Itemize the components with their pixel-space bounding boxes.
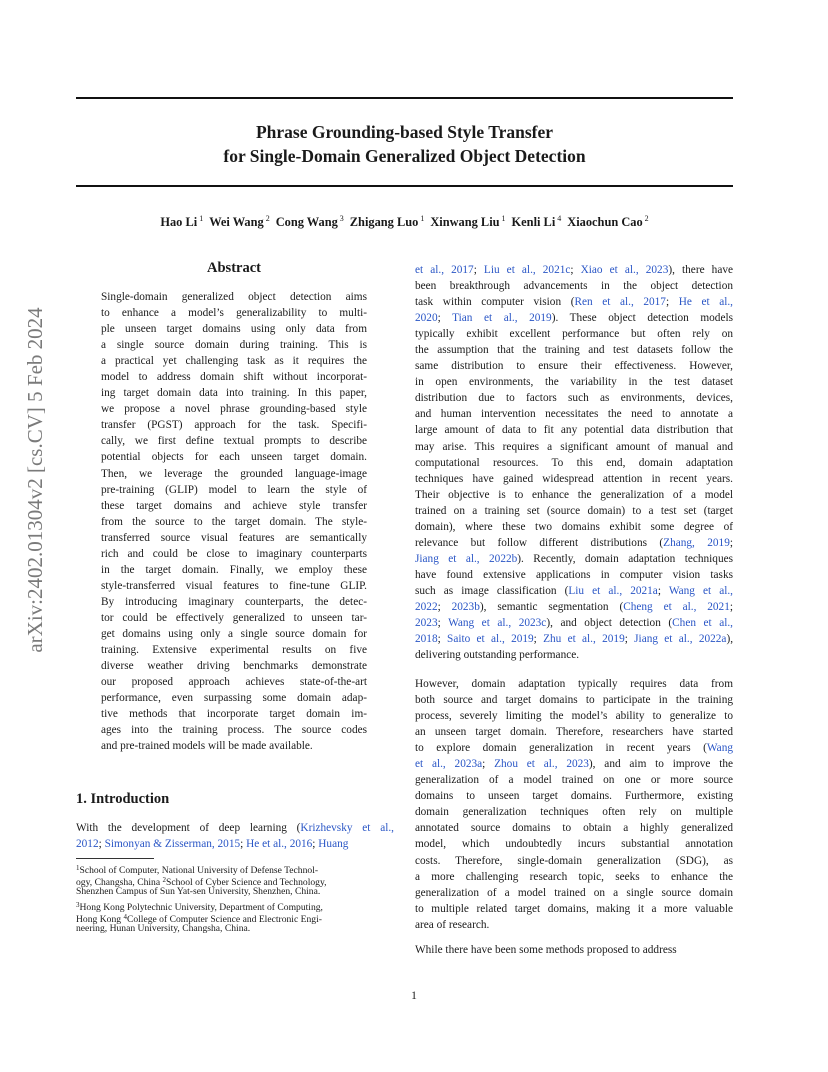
text-line: get domains using only a single source domain for — [101, 627, 367, 640]
affiliation-marker: 2 — [644, 214, 649, 223]
text-line: typically exhibit excellent performance but often rely on — [415, 328, 733, 341]
citation-link[interactable]: 2012 — [76, 838, 99, 851]
text-line: an unseen target domain. Therefore, researchers have started — [415, 726, 733, 739]
citation-link[interactable]: Zhu et al., 2019 — [543, 633, 625, 646]
text-line: However, domain adaptation typically requires data from — [415, 678, 733, 690]
author-label: Kenli Li — [511, 215, 556, 229]
introduction-heading: 1. Introduction — [76, 791, 170, 807]
paper-title — [76, 120, 733, 168]
text-line: been breakthrough advancements in the object detection — [415, 280, 733, 293]
author-label: Xinwang Liu — [430, 215, 500, 229]
text-line: 2018; Saito et al., 2019; Zhu et al., 2019; Jiang et al., 2022a), — [415, 633, 734, 646]
footnote-marker: 1 — [76, 864, 80, 872]
author-name — [350, 214, 425, 230]
affiliation-marker: 4 — [557, 214, 562, 223]
text-line: style-transferred visual features to fine-tune GLIP. — [101, 579, 367, 592]
text-line: Then, we leverage the grounded language-image — [101, 467, 367, 480]
citation-link[interactable]: 2020 — [415, 312, 438, 325]
citation-link[interactable]: He et al., — [678, 296, 733, 309]
citation-link[interactable]: Wang et al., — [668, 584, 734, 597]
citation-link[interactable]: Tian et al., 2019 — [452, 312, 552, 325]
citation-link[interactable]: 2023 — [415, 617, 438, 630]
text-line: such as image classification (Liu et al., 2021a; Wang et al., — [415, 584, 734, 597]
text-line: to multiple related target domains, making it a more valuable — [415, 902, 733, 915]
text-line: While there have been some methods proposed to address — [415, 944, 677, 956]
text-line: area of research. — [415, 918, 490, 931]
citation-link[interactable]: Huang — [318, 838, 349, 851]
text-line: et al., 2017; Liu et al., 2021c; Xiao et al., 2023), there have — [415, 264, 733, 276]
affiliation-marker: 1 — [420, 214, 425, 223]
abstract-heading: Abstract — [207, 260, 261, 276]
citation-link[interactable]: Jiang et al., 2022b — [415, 552, 518, 565]
text-line: Shenzhen Campus of Sun Yat-sen University, Shenzhen, China. — [76, 886, 321, 898]
author-label: Hao Li — [160, 215, 198, 229]
right-paragraph-2 — [415, 676, 733, 933]
text-line: et al., 2023a; Zhou et al., 2023), and aim to improve the — [415, 758, 733, 771]
citation-link[interactable]: Liu et al., 2021a — [568, 584, 658, 597]
title-line: for Single-Domain Generalized Object Detection — [223, 146, 586, 166]
footnote-marker: 4 — [123, 912, 127, 921]
text-line: 2020; Tian et al., 2019). These object detection models — [415, 312, 734, 325]
top-rule — [76, 97, 733, 99]
text-line: ple unseen target domains using only data from — [101, 323, 367, 336]
citation-link[interactable]: Jiang et al., 2022a — [634, 633, 727, 646]
text-line: both source and target domains to participate in the training — [415, 694, 733, 707]
affiliation-footnote — [76, 862, 394, 935]
citation-link[interactable]: 2023b — [451, 600, 480, 613]
text-line: from the source to the target domain. The style- — [101, 515, 367, 528]
citation-link[interactable]: et al., 2017 — [415, 264, 474, 276]
text-line: to enhance a model’s generalizability to multi- — [101, 307, 367, 320]
text-line: tor could be effectively generalized to unseen tar- — [101, 611, 367, 624]
text-line: model, which undoubtedly incurs substantial annotation — [415, 838, 733, 851]
text-line: Single-domain generalized object detection aims — [101, 291, 367, 303]
right-paragraph-1 — [415, 262, 733, 663]
text-line: Their objective is to enhance the generalization of a model — [415, 488, 733, 501]
text-line: process, severely limiting the model’s ability to generalize to — [415, 710, 733, 723]
text-line: trained on a training set (source domain) to a test set (target — [415, 504, 733, 517]
text-line: costs. Therefore, single-domain generalization (SDG), as — [415, 854, 733, 867]
affiliation-marker: 1 — [199, 214, 204, 223]
text-line: Hong Kong $^4$College of Computer Science and Electronic Engi- — [76, 912, 322, 925]
author-label: Cong Wang — [275, 215, 338, 229]
text-line: delivering outstanding performance. — [415, 649, 580, 662]
citation-link[interactable]: Simonyan & Zisserman, 2015 — [104, 838, 241, 851]
text-line: 2012; Simonyan & Zisserman, 2015; He et al., 2016; Huang — [76, 838, 349, 851]
text-line: generalization of a model trained on a single source domain — [415, 886, 733, 899]
text-line: With the development of deep learning (Krizhevsky et al., — [76, 822, 394, 834]
author-name — [430, 214, 505, 230]
text-line: training. Extensive experimental results on five — [101, 644, 367, 657]
citation-link[interactable]: Zhou et al., 2023 — [494, 758, 589, 771]
text-line: may arise. This requires a significant amount of manual and — [415, 440, 733, 453]
citation-link[interactable]: et al., 2023a — [415, 758, 483, 771]
arxiv-stamp: arXiv:2402.01304v2 [cs.CV] 5 Feb 2024 — [23, 307, 47, 653]
text-line: a single source domain during training. This is — [101, 339, 367, 352]
footnote-rule — [76, 858, 154, 859]
text-line: generalization of a model trained on one or more source — [415, 774, 733, 787]
text-line: $^3$Hong Kong Polytechnic University, Department of Computing, — [76, 900, 323, 913]
text-line: techniques have gained widespread attention in recent years. — [415, 472, 733, 485]
author-name — [160, 214, 203, 230]
author-name — [567, 214, 648, 230]
author-label: Wei Wang — [209, 215, 264, 229]
author-label: Xiaochun Cao — [567, 215, 643, 229]
page-number: 1 — [411, 990, 417, 1002]
text-line: potential objects for each unseen target domain. — [101, 451, 367, 464]
text-line: By introducing imaginary counterparts, the detec- — [101, 595, 367, 608]
citation-link[interactable]: Chen et al., — [672, 617, 734, 630]
text-line: and pre-trained models will be made available. — [101, 740, 313, 753]
footnote-marker: 2 — [162, 876, 167, 885]
text-line: 2023; Wang et al., 2023c), and object detection (Chen et al., — [415, 617, 734, 630]
title-bottom-rule — [76, 185, 733, 187]
text-line: ages into the training process. The source codes — [101, 724, 367, 737]
title-line: Phrase Grounding-based Style Transfer — [255, 122, 554, 142]
citation-link[interactable]: 2018 — [415, 633, 438, 646]
text-line: to explore domain generalization in recent years (Wang — [415, 742, 733, 755]
text-line: in the target domain. Finally, we employ these — [101, 563, 367, 576]
author-list — [76, 214, 733, 230]
text-line: pre-training (GLIP) model to learn the style of — [101, 483, 367, 496]
text-line: domain generalization techniques often rely on multiple — [415, 806, 733, 819]
text-line: and human intervention necessitates the need to annotate a — [415, 408, 733, 421]
affiliation-marker: 3 — [339, 214, 344, 223]
citation-link[interactable]: Xiao et al., 2023 — [580, 264, 669, 276]
text-line: our proposed approach achieves state-of-the-art — [101, 676, 367, 689]
citation-link[interactable]: Ren et al., 2017 — [574, 296, 666, 309]
citation-link[interactable]: Wang — [706, 742, 733, 755]
affiliation-marker: 2 — [265, 214, 270, 223]
text-line: transfer (PGST) approach for the task. Specifi- — [101, 419, 367, 432]
right-paragraph-3 — [415, 942, 733, 958]
text-line: relevance but follow different distributions (Zhang, 2019; — [415, 536, 733, 549]
text-line: domains to unseen target domains. Furthermore, existing — [415, 790, 733, 803]
text-line: have found extensive applications in computer vision tasks — [415, 568, 733, 581]
text-line: in open environments, the variability in the test dataset — [415, 376, 733, 389]
text-line: model to address domain shift without incorporat- — [101, 371, 367, 384]
citation-link[interactable]: Zhang, 2019 — [663, 536, 730, 549]
text-line: distribution due to factors such as environments, devices, — [415, 392, 733, 405]
text-line: cally, we first define textual prompts to describe — [101, 435, 367, 448]
text-line: a more challenging research topic, seeks to enhance the — [415, 870, 733, 883]
text-line: task within computer vision (Ren et al., 2017; He et al., — [415, 296, 733, 309]
text-line: ogy, Changsha, China $^2$School of Cyber Science and Technology, — [76, 876, 327, 889]
text-line: performance, even surpassing some domain adap- — [101, 692, 367, 705]
text-line: computational resources. To this end, domain adaptation — [415, 456, 733, 469]
introduction-body — [76, 820, 394, 852]
citation-link[interactable]: Wang et al., 2023c — [448, 617, 547, 630]
footnote-marker: 3 — [76, 900, 80, 909]
text-line: these target domains and achieve style transfer — [101, 499, 367, 512]
text-line: 2022; 2023b), semantic segmentation (Cheng et al., 2021; — [415, 600, 733, 613]
citation-link[interactable]: He et al., 2016 — [246, 838, 313, 851]
citation-link[interactable]: Cheng et al., 2021 — [623, 600, 730, 613]
text-line: the assumption that the training and test datasets follow the — [415, 344, 733, 357]
text-line: annotated source domains to obtain a highly generalized — [415, 822, 733, 835]
text-line: same distribution to ensure their effectiveness. However, — [415, 360, 733, 373]
citation-link[interactable]: Saito et al., 2019 — [447, 633, 534, 646]
citation-link[interactable]: 2022 — [415, 600, 438, 613]
author-name — [512, 214, 562, 230]
text-line: rich and could be close to imaginary counterparts — [101, 547, 367, 560]
text-line: ing target domain data into training. In this paper, — [101, 387, 367, 400]
author-name — [209, 214, 270, 230]
text-line: transferred source visual features are semantically — [101, 531, 367, 544]
author-label: Zhigang Luo — [349, 215, 419, 229]
text-line: we propose a novel phrase grounding-based style — [101, 403, 367, 416]
text-line: $^1$School of Computer, National University of Defense Technol- — [76, 864, 319, 876]
text-line: domain), where these two domains exhibit some degree of — [415, 520, 733, 533]
citation-link[interactable]: Krizhevsky et al., — [300, 822, 394, 834]
abstract-body — [101, 289, 367, 754]
author-name — [276, 214, 344, 230]
text-line: a practical yet challenging task as it requires the — [101, 355, 367, 368]
text-line: large amount of data to fit any potential data distribution that — [415, 424, 733, 437]
text-line: Jiang et al., 2022b). Recently, domain adaptation techniques — [415, 552, 734, 565]
affiliation-marker: 1 — [501, 214, 506, 223]
text-line: neering, Hunan University, Changsha, China. — [76, 922, 251, 934]
text-line: diverse weather driving benchmarks demonstrate — [101, 660, 367, 673]
text-line: tive methods that incorporate target domain im- — [101, 708, 367, 721]
citation-link[interactable]: Liu et al., 2021c — [483, 264, 571, 276]
